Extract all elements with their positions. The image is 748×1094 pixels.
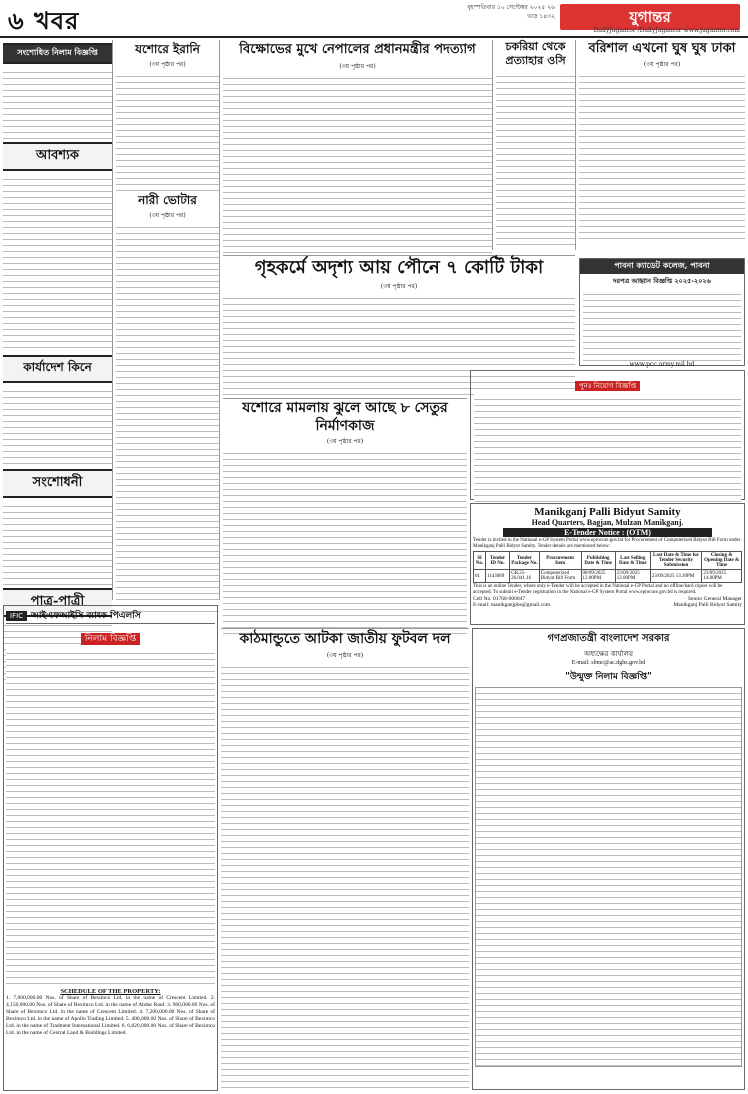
barishal-sub: (৩য় পৃষ্ঠার পর) [643, 61, 681, 68]
barishal-body [579, 71, 745, 241]
kathmandu-title: কাঠমান্ডুতে আটকা জাতীয় ফুটবল দল [239, 631, 451, 647]
mpbs-footer: This is an online Tender, where only e-Tender will be accepted in the National e-GP Portal and no offline/hard copies will be accepted. To submit e-Tender registration in the National e-GP System Portal www.eprocure.gov.bd is required. [473, 584, 723, 595]
mpbs-tender-title: E-Tender Notice : (OTM) [503, 528, 712, 537]
gov-email[interactable]: E-mail: sbmc@ac.dghs.gov.bd [571, 660, 646, 666]
mpbs-header-cell: Closing & Opening Date & Time [702, 552, 742, 570]
correction-title: সংশোধনী [3, 469, 112, 498]
kathmandu-body [221, 662, 469, 1092]
mpbs-header-cell: Last Selling Date & Time [615, 552, 650, 570]
mpbs-sign2: Manikganj Palli Bidyut Samity [673, 602, 742, 608]
pabna-ad [579, 258, 745, 366]
mpbs-table [473, 551, 742, 583]
mpbs-body: Tender is invited in the National e-GP System Portal www.eprocure.gov.bd for Procurement of Computerized Bidyut Bill Form under Manikganj Palli Bidyut Samity. Tender details are mentioned below: [473, 538, 741, 549]
mpbs-header-cell: Procurement Item [539, 552, 581, 570]
jashore-sub: (৩য় পৃষ্ঠার পর) [326, 438, 364, 445]
mpbs-title: Manikganj Palli Bidyut Samity [534, 506, 681, 518]
story2-sub: (৩য় পৃষ্ঠার পর) [149, 212, 186, 219]
gov-notice: "উন্মুক্ত নিলাম বিজ্ঞপ্তি" [565, 672, 652, 682]
ific-bank-ad [3, 605, 218, 1091]
ific-bank-name: আইএফআইসি ব্যাংক পিএলসি [31, 611, 141, 621]
left-classifieds-column [3, 40, 113, 609]
mpbs-email[interactable]: E-mail: manikganjpbs@gmail.com [473, 602, 551, 608]
chakaria-title: চকরিয়া থেকে প্রত্যাহার ওসি [505, 40, 566, 67]
mpbs-row-cell: 01 [474, 570, 486, 583]
kathmandu-story [221, 628, 469, 1090]
correction-body [3, 501, 112, 585]
pabna-sub: দরপত্র আহ্বান বিজ্ঞপ্তি ২০২৫-২০২৬ [613, 277, 711, 285]
workorder-body [3, 386, 112, 466]
gov-auction-ad [472, 628, 745, 1090]
grihokorm-title: গৃহকর্মে অদৃশ্য আয় পৌনে ৭ কোটি টাকা [254, 257, 544, 278]
reappointment-ad [470, 370, 745, 500]
reappointment-title: পুনঃ নিয়োগ বিজ্ঞপ্তি [575, 381, 640, 391]
mpbs-row-cell: 23/09/2025 14.00PM [702, 570, 742, 583]
mpbs-header-cell: Tender ID No. [485, 552, 509, 570]
jashore-body [223, 448, 467, 638]
chakaria-story [496, 40, 576, 250]
jashore-title: যশোরে মামলায় ঝুলে আছে ৮ সেতুর নির্মাণকাজ [242, 400, 448, 434]
pabna-web[interactable]: www.pcc.army.mil.bd [629, 361, 695, 368]
notice-body [3, 67, 112, 139]
story2-title: নারী ভোটার [138, 193, 197, 207]
matrimony-title: পাত্র-পাত্রী [3, 588, 112, 617]
nepal-sub: (৩য় পৃষ্ঠার পর) [339, 63, 376, 70]
nepal-story [223, 40, 493, 250]
date-line: বৃহস্পতিবার ১০ সেপ্টেম্বর ২০২৫ ২৬ ভাদ্র ১৪৩২ [467, 4, 555, 20]
ific-notice-title: নিলাম বিজ্ঞপ্তি [81, 633, 140, 645]
story1-title: যশোরে ইরানি [135, 42, 200, 56]
ific-logo-icon: IFIC [6, 611, 27, 621]
mpbs-sign1: Senior General Manager [687, 596, 742, 602]
story2-body [116, 222, 219, 614]
barishal-story [579, 40, 745, 250]
jashore-story [223, 398, 467, 620]
gov-table [475, 687, 742, 1067]
ific-schedule-title: SCHEDULE OF THE PROPERTY: [60, 988, 161, 995]
mpbs-header-cell: Publishing Date & Time [581, 552, 615, 570]
mpbs-row-cell: 1143089 [485, 570, 509, 583]
mpbs-row-cell: GR.25-26.041.16 [510, 570, 540, 583]
page-number: ৬ খবর [8, 6, 80, 35]
nepal-body [223, 73, 492, 253]
mpbs-row-cell: 23/09/2025 12.00PM [615, 570, 650, 583]
mpbs-cell: Cell No. 01768-000047 [473, 596, 526, 602]
reappointment-table [474, 394, 741, 502]
masthead-logo: যুগান্তর [560, 4, 740, 30]
pabna-table [583, 289, 741, 361]
nepal-title: বিক্ষোভের মুখে নেপালের প্রধানমন্ত্রীর পদত্যাগ [239, 42, 476, 57]
mpbs-row-cell: Computerized Bidyut Bill Form [539, 570, 581, 583]
barishal-title: বরিশাল এখনো ঘুষ ঘুষ ঢাকা [588, 41, 736, 56]
chakaria-body [496, 71, 575, 247]
mpbs-tender-ad [470, 503, 745, 625]
mpbs-address: Head Quarters, Bagjan, Mulzan Manikganj. [531, 518, 684, 527]
second-column [116, 40, 220, 600]
story1-sub: (৩য় পৃষ্ঠার পর) [149, 61, 186, 68]
mpbs-header-cell: Tender Package No. [510, 552, 540, 570]
mpbs-header-cell: Last Date & Time for Tender Security Submission [650, 552, 702, 570]
workorder-title: কার্যাদেশ কিনে [3, 355, 112, 383]
gov-title: গণপ্রজাতন্ত্রী বাংলাদেশ সরকার [547, 633, 670, 644]
mpbs-row-cell: 08/09/2025 12.00PM [581, 570, 615, 583]
wanted-title: আবশ্যক [3, 142, 112, 171]
ific-body [6, 648, 215, 988]
grihokorm-sub: (৩য় পৃষ্ঠার পর) [380, 283, 418, 290]
gov-office: অধ্যক্ষের কার্যালয় [584, 650, 633, 658]
wanted-body [3, 174, 112, 352]
mpbs-header-cell: Sl No. [474, 552, 486, 570]
story1-body [116, 71, 219, 191]
page-header [0, 0, 748, 38]
ific-schedule-text: 1. 7,000,000.00 Nos. of Share of Beximco Ltd. in the name of Crescent Limited. 2. 4,150,000.00 Nos. of Share of Beximco Ltd. in the name of Abdur Rauf. 3. 960,000.00 Nos. of Share of Beximco Ltd. in the name of Crescent Limited. 4. 7,200,000.00 Nos. of Share of Beximco Ltd. in the name of Apollo Trading Limited. 5. 400,000.00 Nos. of Share of Beximco Ltd. in the name of Tradment International Limited. 6. 6,820,000.00 Nos. of Share of Beximco Ltd. in the name of Central Land & Buildings Limited. [6, 995, 215, 1036]
notice-title: সংশোধিত নিলাম বিজ্ঞপ্তি [3, 43, 112, 64]
social-links[interactable]: DailyJugantor /DailyJugantor www.jugantor.com [593, 27, 740, 34]
kathmandu-sub: (৩য় পৃষ্ঠার পর) [326, 652, 364, 659]
mpbs-row-cell: 23/09/2025 13.30PM [650, 570, 702, 583]
pabna-title: পাবনা ক্যাডেট কলেজ, পাবনা [580, 259, 744, 274]
